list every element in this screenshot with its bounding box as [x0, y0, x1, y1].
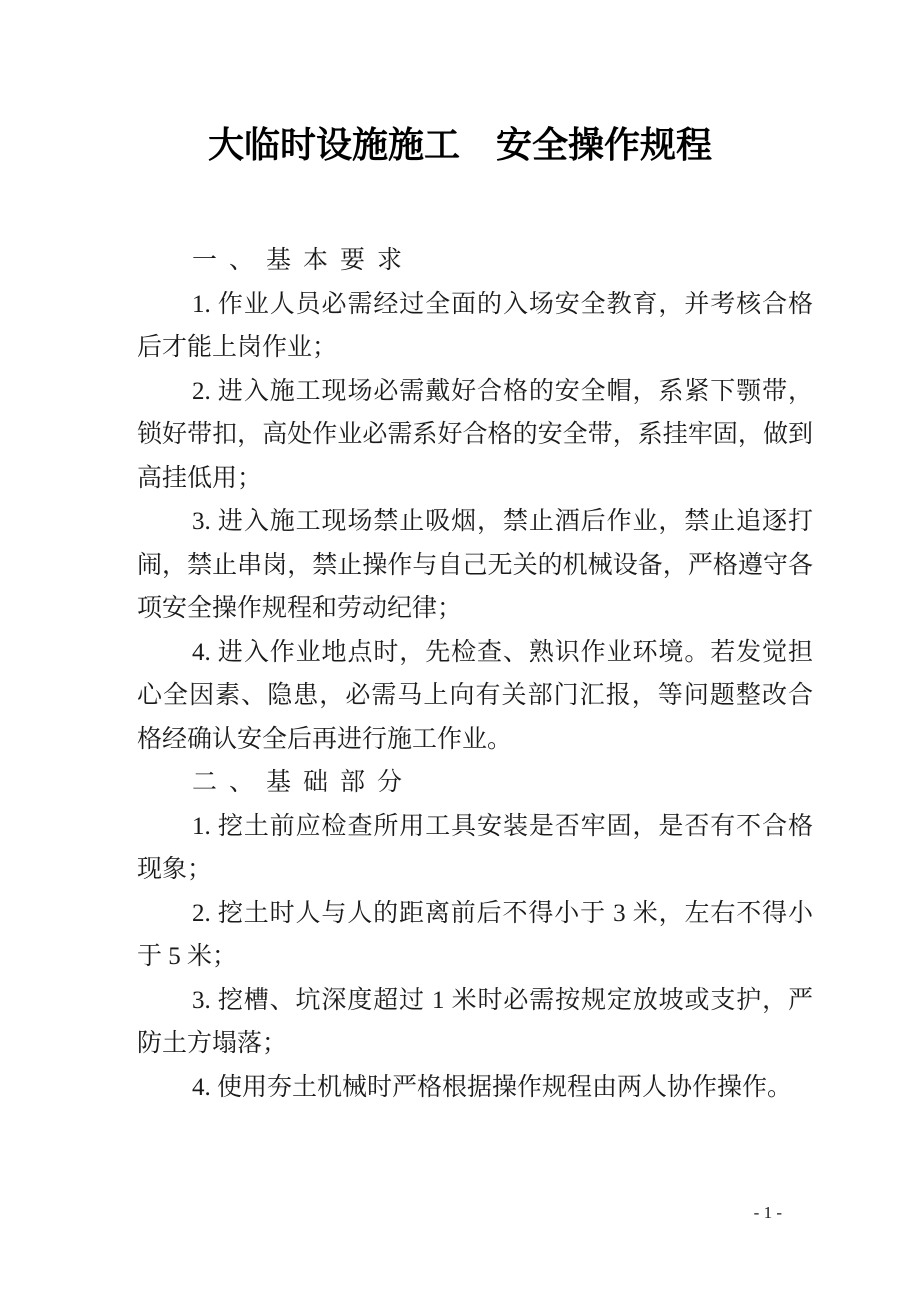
paragraph-line: 3. 进入施工现场禁止吸烟，禁止酒后作业，禁止追逐打 — [192, 508, 813, 535]
paragraph-line: 3. 挖槽、坑深度超过 1 米时必需按规定放坡或支护，严 — [192, 986, 813, 1014]
paragraph-line: 闹，禁止串岗，禁止操作与自己无关的机械设备，严格遵守各 — [137, 551, 813, 579]
document-title: 大临时设施施工 安全操作规程 — [207, 125, 712, 165]
paragraph-line: 4. 使用夯土机械时严格根据操作规程由两人协作操作。 — [192, 1073, 793, 1101]
paragraph-line: 后才能上岗作业； — [137, 334, 338, 361]
paragraph-line: 1. 作业人员必需经过全面的入场安全教育，并考核合格 — [192, 290, 813, 318]
paragraph-line: 现象； — [137, 856, 213, 883]
paragraph-line: 2. 进入施工现场必需戴好合格的安全帽，系紧下颚带， — [192, 377, 813, 405]
paragraph-line: 2. 挖土时人与人的距离前后不得小于 3 米，左右不得小 — [192, 899, 813, 927]
paragraph-line: 1. 挖土前应检查所用工具安装是否牢固，是否有不合格 — [192, 812, 813, 840]
section-heading: 二、基础部分 — [192, 769, 415, 796]
section-heading: 一、基本要求 — [192, 247, 415, 274]
page-number: - 1 - — [753, 1203, 782, 1222]
paragraph-line: 锁好带扣，高处作业必需系好合格的安全带，系挂牢固，做到 — [137, 421, 813, 448]
paragraph-line: 格经确认安全后再进行施工作业。 — [137, 725, 513, 753]
paragraph-line: 项安全操作规程和劳动纪律； — [137, 595, 463, 622]
paragraph-line: 防土方塌落； — [137, 1030, 288, 1057]
paragraph-line: 心全因素、隐患，必需马上向有关部门汇报，等问题整改合 — [137, 682, 813, 709]
paragraph-line: 4. 进入作业地点时，先检查、熟识作业环境。若发觉担 — [192, 638, 813, 666]
paragraph-line: 于 5 米； — [137, 943, 238, 970]
paragraph-line: 高挂低用； — [137, 464, 263, 492]
document-body — [137, 239, 813, 1109]
